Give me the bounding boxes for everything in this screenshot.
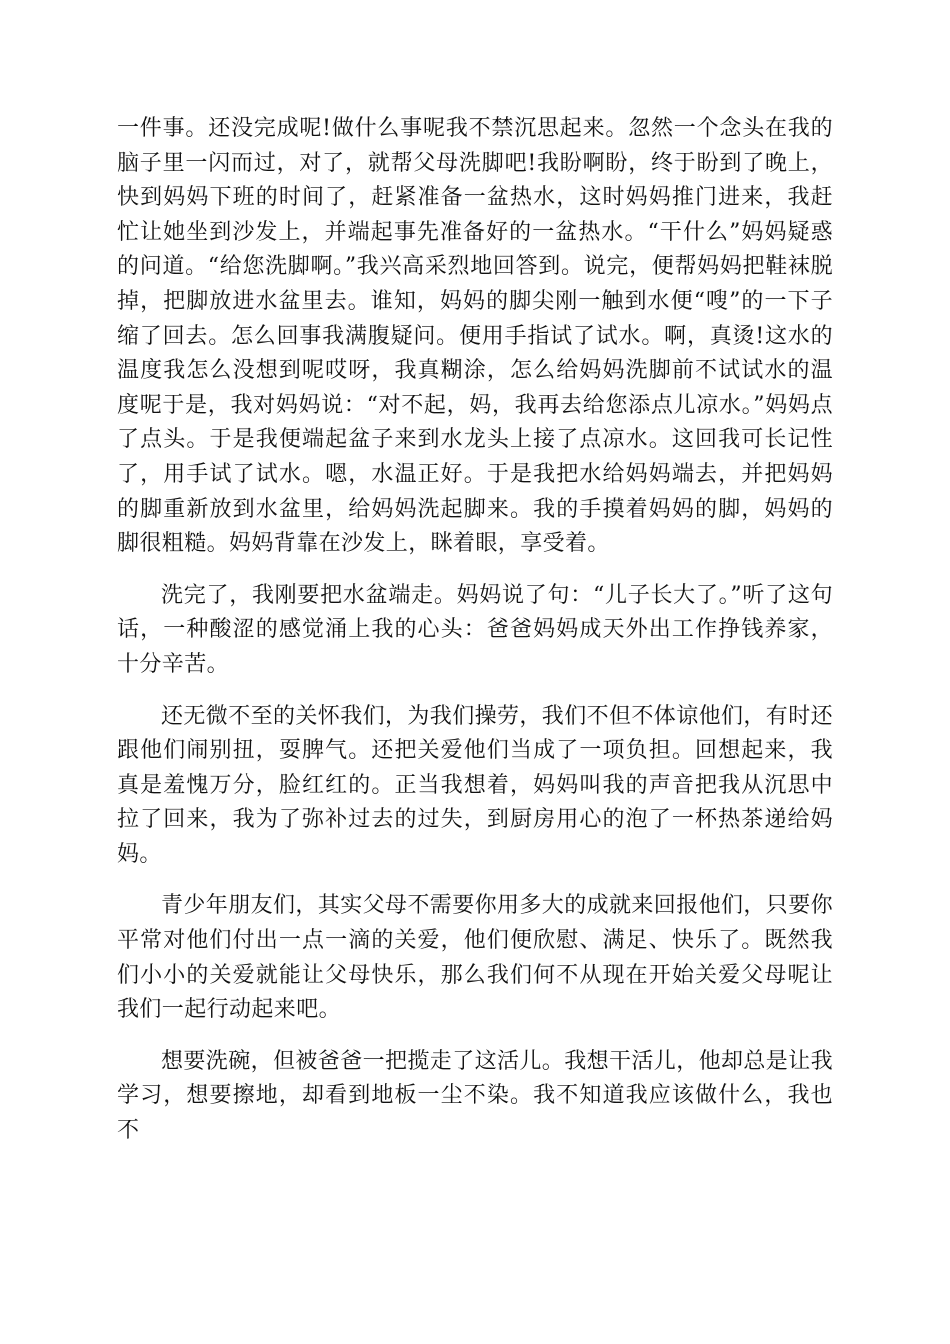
paragraph-2: 洗完了，我刚要把水盆端走。妈妈说了句：“儿子长大了。”听了这句话，一种酸涩的感觉涌上我的心头：爸爸妈妈成天外出工作挣钱养家，十分辛苦。 — [117, 582, 833, 677]
document-body — [117, 112, 833, 1166]
paragraph-3: 还无微不至的关怀我们，为我们操劳，我们不但不体谅他们，有时还跟他们闹别扭，耍脾气。还把关爱他们当成了一项负担。回想起来，我真是羞愧万分，脸红红的。正当我想着，妈妈叫我的声音把我从沉思中拉了回来，我为了弥补过去的过失，到厨房用心的泡了一杯热茶递给妈妈。 — [117, 703, 834, 867]
paragraph-4: 青少年朋友们，其实父母不需要你用多大的成就来回报他们，只要你平常对他们付出一点一滴的关爱，他们便欣慰、满足、快乐了。既然我们小小的关爱就能让父母快乐，那么我们何不从现在开始关爱父母呢让我们一起行动起来吧。 — [117, 893, 834, 1023]
paragraph-1: 一件事。还没完成呢!做什么事呢我不禁沉思起来。忽然一个念头在我的脑子里一闪而过，对了，就帮父母洗脚吧!我盼啊盼，终于盼到了晚上，快到妈妈下班的时间了，赶紧准备一盆热水，这时妈妈推门进来，我赶忙让她坐到沙发上，并端起事先准备好的一盆热水。“干什么”妈妈疑惑的问道。“给您洗脚啊。”我兴高采烈地回答到。说完，便帮妈妈把鞋袜脱掉，把脚放进水盆里去。谁知，妈妈的脚尖刚一触到水便“嗖”的一下子缩了回去。怎么回事我满腹疑问。便用手指试了试水。啊，真烫!这水的温度我怎么没想到呢哎呀，我真糊涂，怎么给妈妈洗脚前不试试水的温度呢于是，我对妈妈说：“对不起，妈，我再去给您添点儿凉水。”妈妈点了点头。于是我便端起盆子来到水龙头上接了点凉水。这回我可长记性了，用手试了试水。嗯，水温正好。于是我把水给妈妈端去，并把妈妈的脚重新放到水盆里，给妈妈洗起脚来。我的手摸着妈妈的脚，妈妈的脚很粗糙。妈妈背靠在沙发上，眯着眼，享受着。 — [117, 116, 833, 557]
paragraph-5: 想要洗碗，但被爸爸一把揽走了这活儿。我想干活儿，他却总是让我学习，想要擦地，却看到地板一尘不染。我不知道我应该做什么，我也不 — [117, 1048, 834, 1144]
